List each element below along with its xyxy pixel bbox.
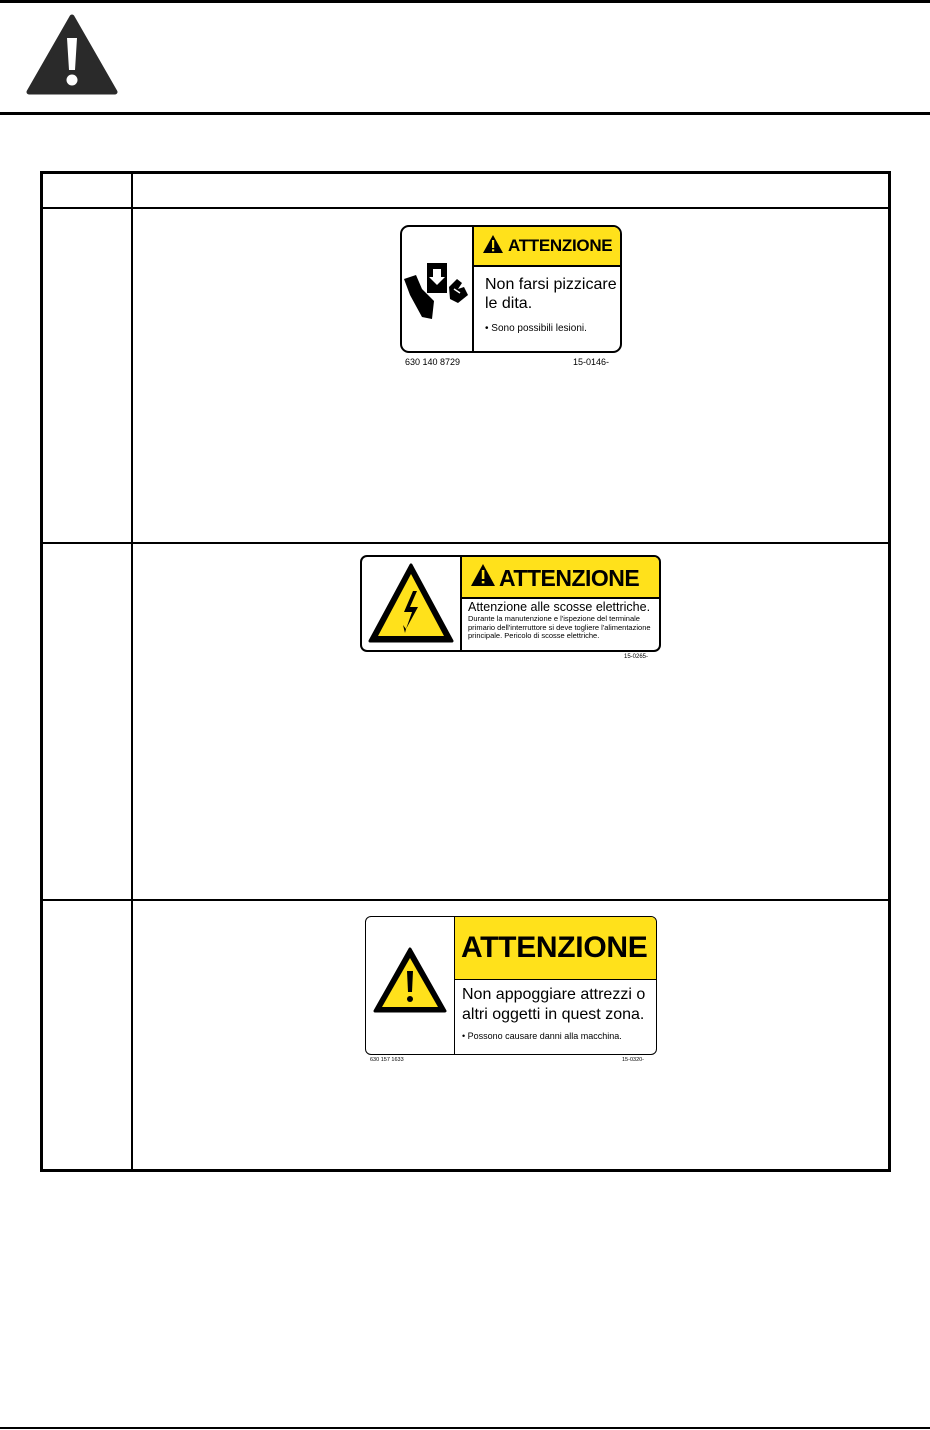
no-objects-warning-label <box>365 916 657 1055</box>
label-title: ATTENZIONE <box>508 236 613 255</box>
row-divider <box>43 542 888 544</box>
label-code: 15-0146- <box>573 357 610 367</box>
table-header-row-divider <box>43 207 888 209</box>
label-code: 15-0320- <box>622 1057 645 1063</box>
label-title: ATTENZIONE <box>499 565 640 591</box>
electric-shock-icon <box>362 557 460 650</box>
electric-shock-warning-label <box>360 555 661 652</box>
label-message-title: Attenzione alle scosse elettriche. <box>468 600 651 614</box>
label-message: Non farsi pizzicare le dita. <box>485 276 617 312</box>
label-message-body: Durante la manutenzione e l'ispezione del terminale primario dell'interruttore si deve togliere l'alimentazione principale. Pericolo di scosse elettriche. <box>468 614 651 641</box>
label-pictogram <box>362 557 462 650</box>
warning-triangle-icon <box>366 917 454 1053</box>
warning-triangle-icon <box>26 14 118 96</box>
label-part-number: 630 157 1633 <box>370 1057 404 1063</box>
label-title: ATTENZIONE <box>461 931 648 964</box>
column-divider <box>131 174 133 1169</box>
row-divider <box>43 899 888 901</box>
bottom-rule <box>0 1427 930 1429</box>
hand-crush-icon <box>402 227 472 351</box>
label-header-band <box>455 917 656 980</box>
label-bullet: • Sono possibili lesioni. <box>485 323 587 334</box>
label-header-band <box>462 557 659 599</box>
label-pictogram <box>366 917 455 1054</box>
label-pictogram <box>402 227 474 351</box>
label-header-band <box>474 227 620 267</box>
pinch-warning-label <box>400 225 622 353</box>
header-rule <box>0 112 930 115</box>
label-message: Non appoggiare attrezzi o altri oggetti in quest zona. <box>462 986 646 1023</box>
label-part-number: 630 140 8729 <box>405 357 461 367</box>
top-rule <box>0 0 930 3</box>
label-code: 15-0265- <box>624 654 649 660</box>
label-bullet: • Possono causare danni alla macchina. <box>462 1031 622 1041</box>
warning-triangle-icon <box>482 234 504 254</box>
warning-triangle-icon <box>470 563 496 587</box>
